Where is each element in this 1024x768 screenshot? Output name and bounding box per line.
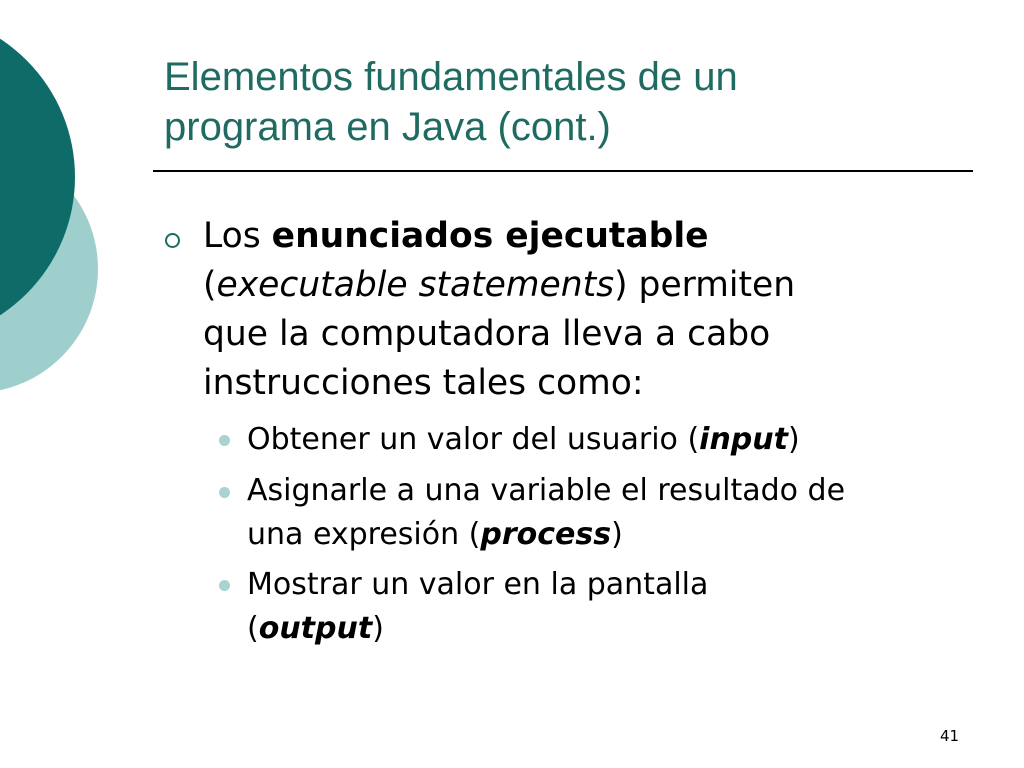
sub-bullet-line: Asignarle a una variable el resultado de [247,473,846,508]
text-run: una expresión ( [247,517,481,552]
main-bullet-text [203,212,983,408]
sub-bullet-item [247,563,987,651]
text-run: ) permiten [614,265,796,305]
english-term: executable statements [216,265,615,305]
text-run: ) [787,422,800,457]
main-bullet-line: que la computadora lleva a cabo [203,314,771,354]
text-run: ( [247,611,259,646]
sub-bullet-line [247,607,987,651]
main-bullet-line: instrucciones tales como: [203,363,644,403]
key-term: enunciados ejecutable [271,216,709,256]
main-bullet-line [203,261,983,310]
title-line: Elementos fundamentales de un [164,55,738,99]
key-term: output [258,611,373,646]
sub-bullet-line [247,513,987,557]
sub-bullet-dot-icon [219,580,230,591]
main-bullet-line [203,212,983,261]
key-term: input [699,422,788,457]
sub-bullet-item [247,469,987,557]
sub-bullet-line [247,418,987,462]
title-line: programa en Java (cont.) [164,105,611,149]
text-run: ) [372,611,384,646]
page-number: 41 [940,727,960,745]
sub-bullet-dot-icon [219,487,230,498]
slide-title [164,52,984,152]
key-term: process [480,517,612,552]
sub-bullet-dot-icon [219,435,230,446]
text-run: ( [203,265,217,305]
text-run: ) [611,517,623,552]
sub-bullet-item [247,418,987,462]
sub-bullet-line: Mostrar un valor en la pantalla [247,567,709,602]
text-run: Los [203,216,272,256]
text-run: Obtener un valor del usuario ( [247,422,700,457]
title-divider [153,170,973,172]
bullet-ring-icon [165,233,180,248]
